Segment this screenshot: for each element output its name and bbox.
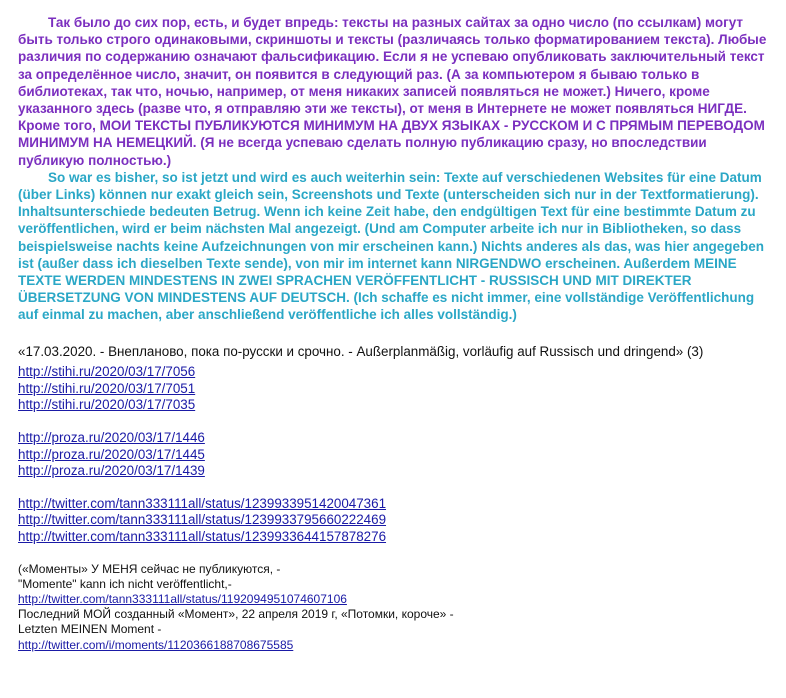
proza-link[interactable]: http://proza.ru/2020/03/17/1446 xyxy=(18,430,205,446)
twitter-link[interactable]: http://twitter.com/tann333111all/status/1239933795660222469 xyxy=(18,512,387,528)
stihi-links-group xyxy=(18,364,773,414)
intro-german-paragraph: So war es bisher, so ist jetzt und wird es auch weiterhin sein: Texte auf verschiedenen Websites für eine Datum (über Links) können nur exakt gleich sein, Screenshots und Texte (unterscheiden sich nur in der Textformatierung). Inhaltsunterschiede bedeuten Betrug. Wenn ich keine Zeit habe, den endgültigen Text für eine bestimmte Datum zu veröffentlichen, wird er beim nächsten Mal angezeigt. (Und am Computer arbeite ich nur in Bibliotheken, so dass beispielsweise nachts keine Aufzeichnungen von mir erscheinen kann.) Nichts anderes als das, was hier angegeben ist (außer dass ich dieselben Texte sende), von mir im internet kann NIRGENDWO erscheinen. Außerdem MEINE TEXTE WERDEN MINDESTENS IN ZWEI SPRACHEN VERÖFFENTLICHT - RUSSISCH UND MIT DIREKTER ÜBERSETZUNG VON MINDESTENS AUF DEUTSCH. (Ich schaffe es nicht immer, eine vollständige Veröffentlichung auf einmal zu machen, aber anschließend veröffentliche ich alles vollständig.) xyxy=(18,169,764,323)
document-body xyxy=(18,14,773,653)
moments-status-link[interactable]: http://twitter.com/tann333111all/status/1192094951074607106 xyxy=(18,592,347,606)
stihi-link[interactable]: http://stihi.ru/2020/03/17/7056 xyxy=(18,364,196,380)
intro-russian-paragraph: Так было до сих пор, есть, и будет впредь: тексты на разных сайтах за одно число (по ссылкам) могут быть только строго одинаковыми, скриншоты и тексты (различаясь только форматированием текста). Любые различия по содержанию означают фальсификацию. Если я не успеваю опубликовать заключительный текст за определённое число, значит, он появится в следующий раз. (А за компьютером я бываю только в библиотеках, так что, ночью, например, от меня никаких записей появляться не может.) Ничего, кроме указанного здесь (разве что, я отправляю эти же тексты), от меня в Интернете не может появляться НИГДЕ. Кроме того, МОИ ТЕКСТЫ ПУБЛИКУЮТСЯ МИНИМУМ НА ДВУХ ЯЗЫКАХ - РУССКОМ И С ПРЯМЫМ ПЕРЕВОДОМ МИНИМУМ НА НЕМЕЦКИЙ. (Я не всегда успеваю сделать полную публикацию сразу, но впоследствии публикую полностью.) xyxy=(18,15,767,168)
post-title: «17.03.2020. - Внепланово, пока по-русски и срочно. - Außerplanmäßig, vorläufig auf Russisch und dringend» (3) xyxy=(18,343,704,359)
moments-footer xyxy=(18,562,773,653)
twitter-links-group xyxy=(18,496,773,546)
last-moment-ru: Последний МОЙ созданный «Момент», 22 апреля 2019 г, «Потомки, короче» - xyxy=(18,607,454,622)
twitter-link[interactable]: http://twitter.com/tann333111all/status/1239933951420047361 xyxy=(18,495,387,511)
stihi-link[interactable]: http://stihi.ru/2020/03/17/7035 xyxy=(18,397,196,413)
last-moment-de: Letzten MEINEN Moment - xyxy=(18,622,162,637)
twitter-link[interactable]: http://twitter.com/tann333111all/status/1239933644157878276 xyxy=(18,529,387,544)
stihi-link[interactable]: http://stihi.ru/2020/03/17/7051 xyxy=(18,380,196,396)
moments-note-ru: («Моменты» У МЕНЯ сейчас не публикуются, - xyxy=(18,561,281,576)
moments-note-de: "Momente" kann ich nicht veröffentlicht,- xyxy=(18,576,232,591)
proza-link[interactable]: http://proza.ru/2020/03/17/1439 xyxy=(18,463,205,479)
proza-link[interactable]: http://proza.ru/2020/03/17/1445 xyxy=(18,446,205,462)
proza-links-group xyxy=(18,430,773,480)
last-moment-link[interactable]: http://twitter.com/i/moments/1120366188708675585 xyxy=(18,637,294,652)
